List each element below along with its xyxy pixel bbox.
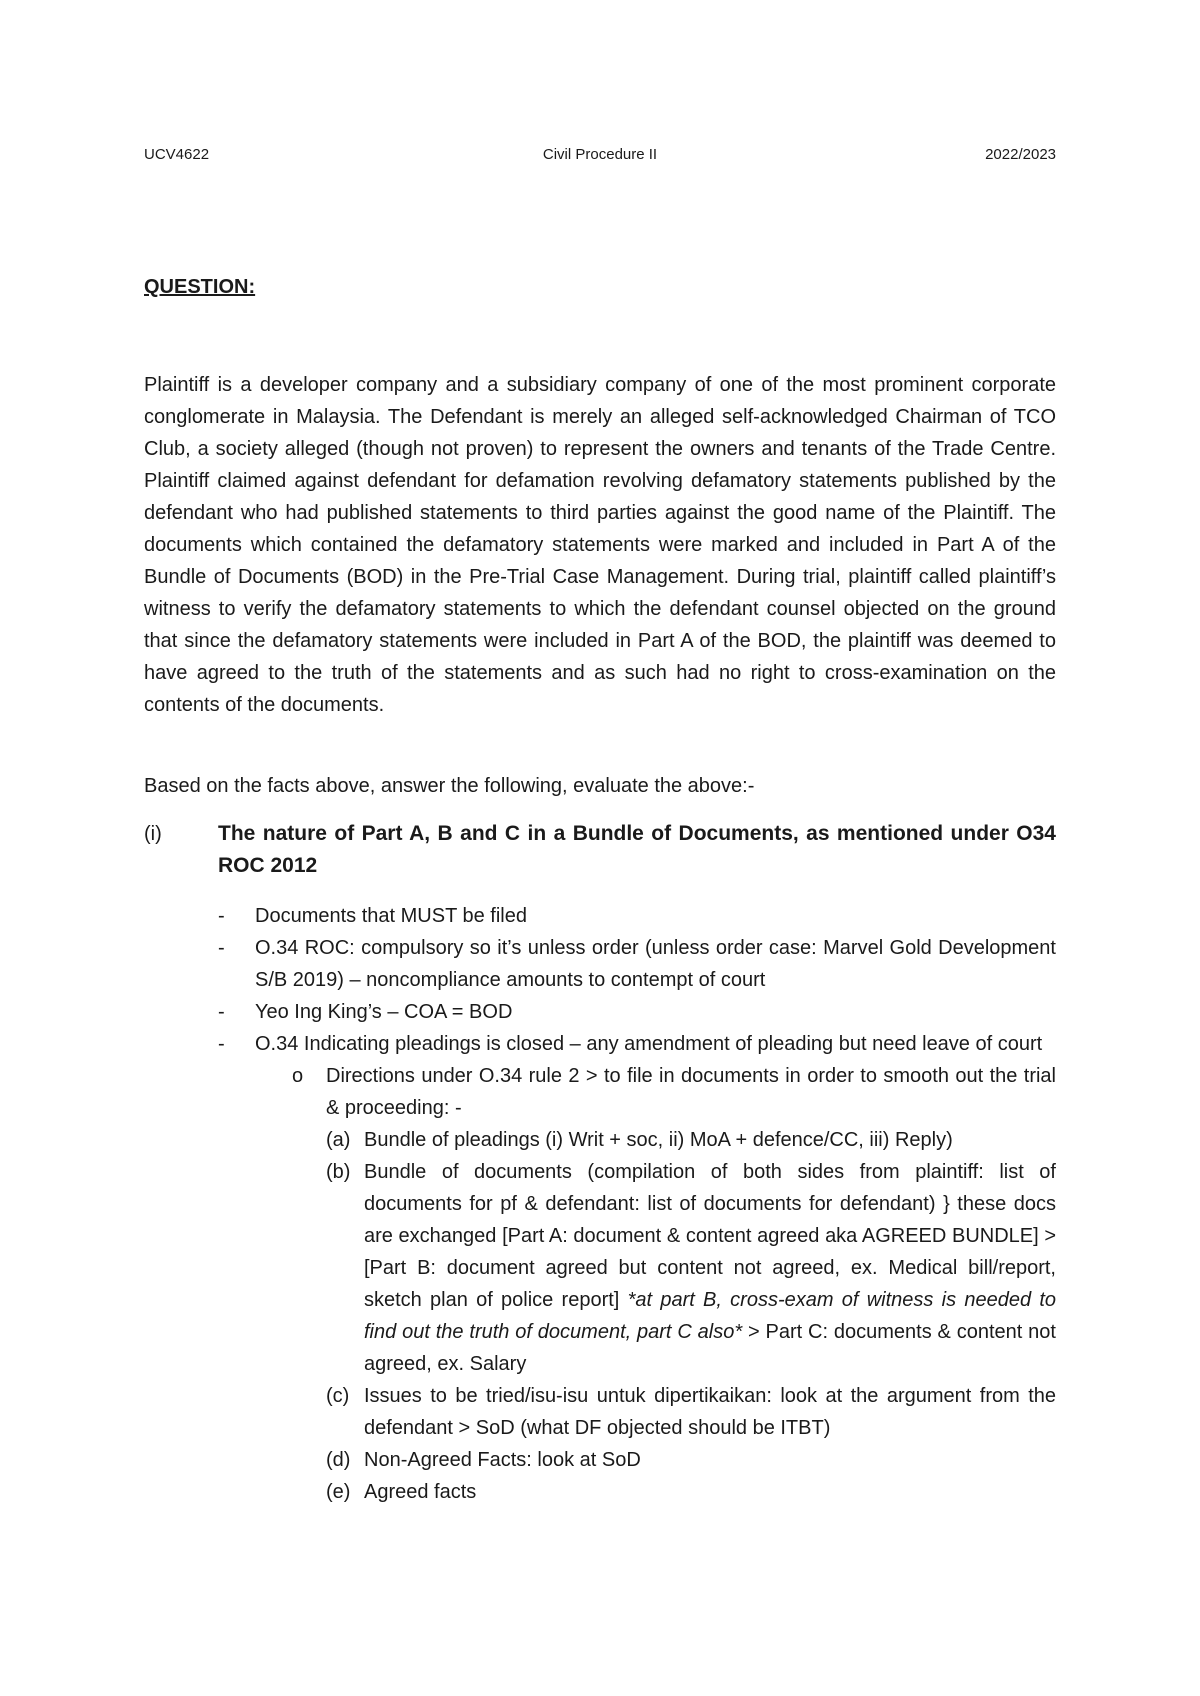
question-heading: QUESTION: (144, 276, 256, 298)
notes-list (144, 900, 1056, 1508)
bullet-marker: - (218, 937, 225, 959)
lettered-item (144, 1444, 1056, 1476)
item-italic-note: *at part B, cross-exam of witness is needed to find out the truth of document, part C also* (364, 1289, 1057, 1343)
subquestion-number: (i) (144, 823, 162, 845)
academic-year: 2022/2023 (985, 146, 1056, 163)
lettered-item (144, 1156, 1056, 1380)
item-text-continued: > Part C: documents & content not agreed, ex. Salary (364, 1321, 1056, 1375)
bullet-marker: - (218, 1001, 225, 1023)
subquestion (144, 818, 1056, 882)
note-text: Documents that MUST be filed (255, 905, 527, 927)
note-item (144, 996, 1056, 1028)
facts-paragraph: Plaintiff is a developer company and a subsidiary company of one of the most prominent corporate conglomerate in Malaysia. The Defendant is merely an alleged self-acknowledged Chairman of TCO Club, a society alleged (though not proven) to represent the owners and tenants of the Trade Centre. Plaintiff claimed against defendant for defamation revolving defamatory statements published by the defendant who had published statements to third parties against the good name of the Plaintiff. The documents which contained the defamatory statements were marked and included in Part A of the Bundle of Documents (BOD) in the Pre-Trial Case Management. During trial, plaintiff called plaintiff’s witness to verify the defamatory statements to which the defendant counsel objected on the ground that since the defamatory statements were included in Part A of the BOD, the plaintiff was deemed to have agreed to the truth of the statements and as such had no right to cross-examination on the contents of the documents. (144, 374, 1056, 716)
sub-bullet-text: Directions under O.34 rule 2 > to file in documents in order to smooth out the trial & proceeding: - (326, 1065, 1056, 1119)
item-text: Bundle of pleadings (i) Writ + soc, ii) MoA + defence/CC, iii) Reply) (364, 1129, 953, 1151)
course-code: UCV4622 (144, 146, 210, 163)
lettered-list (144, 1124, 1056, 1508)
instruction-text: Based on the facts above, answer the following, evaluate the above:- (144, 775, 755, 797)
subquestion-text: The nature of Part A, B and C in a Bundle of Documents, as mentioned under O34 ROC 2012 (218, 822, 1056, 877)
sub-bullet-marker: o (292, 1065, 304, 1087)
bullet-marker: - (218, 905, 225, 927)
lettered-item (144, 1124, 1056, 1156)
sub-bullet-item (144, 1060, 1056, 1508)
note-item (144, 900, 1056, 932)
course-title: Civil Procedure II (542, 146, 658, 163)
page-header (144, 146, 1056, 170)
sub-bullet (144, 1060, 1056, 1124)
item-text: Bundle of documents (compilation of both sides from plaintiff: list of documents for pf & defendant: list of documents for defendant) } these docs are exchanged [Part A: document & content agreed aka AGREED BUNDLE] > [Part B: document agreed but content not agreed, ex. Medical bill/report, sketch plan of police report] (364, 1161, 1056, 1311)
item-text: Agreed facts (364, 1481, 477, 1503)
item-label: (c) (326, 1385, 350, 1407)
item-text: Issues to be tried/isu-isu untuk dipertikaikan: look at the argument from the defendant > SoD (what DF objected should be ITBT) (364, 1385, 1056, 1439)
item-label: (b) (326, 1161, 351, 1183)
item-label: (a) (326, 1129, 351, 1151)
lettered-item (144, 1476, 1056, 1508)
item-text: Non-Agreed Facts: look at SoD (364, 1449, 641, 1471)
note-text: O.34 ROC: compulsory so it’s unless order (unless order case: Marvel Gold Development S/B 2019) – noncompliance amounts to contempt of court (255, 937, 1056, 991)
item-label: (d) (326, 1449, 351, 1471)
note-item (144, 1028, 1056, 1060)
note-text: O.34 Indicating pleadings is closed – any amendment of pleading but need leave of court (255, 1033, 1043, 1055)
note-text: Yeo Ing King’s – COA = BOD (255, 1001, 513, 1023)
item-label: (e) (326, 1481, 351, 1503)
bullet-marker: - (218, 1033, 225, 1055)
note-item (144, 932, 1056, 996)
lettered-item (144, 1380, 1056, 1444)
